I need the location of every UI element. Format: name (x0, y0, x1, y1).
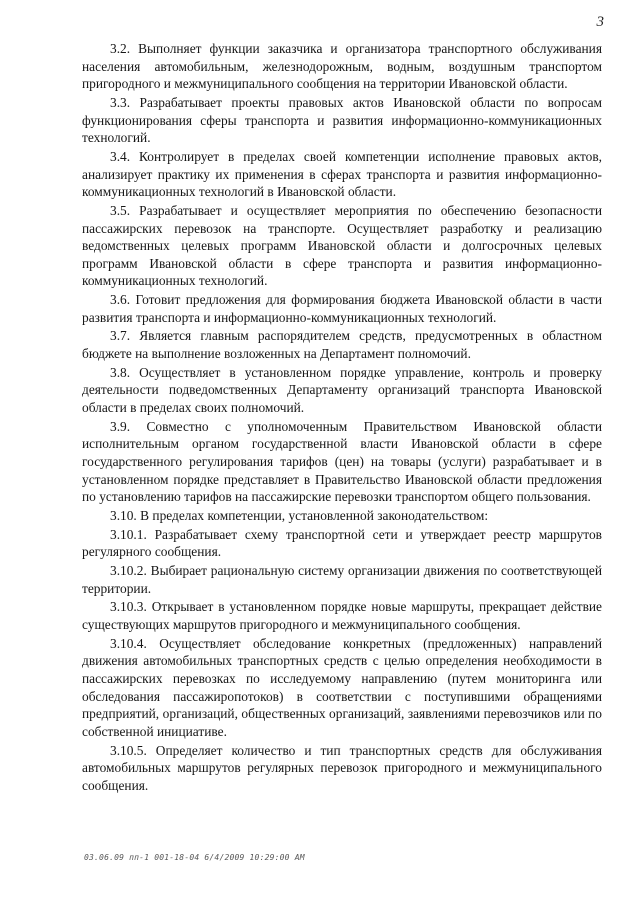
paragraph-3-5: 3.5. Разрабатывает и осуществляет мероприятия по обеспечению безопасности пассажирских перевозок на транспорте. Осуществляет разработку и реализацию ведомственных целевых программ Ивановской области и долгосрочных целевых программ Ивановской области в сфере транспорта и развития информационно-коммуникационных технологий. (82, 202, 602, 289)
paragraph-3-10-4: 3.10.4. Осуществляет обследование конкретных (предложенных) направлений движения автомобильных транспортных средств с целью определения необходимости в пассажирских перевозках по исследуемому направлению (путем мониторинга или обследования пассажиропотоков) в соответствии с поступившими обращениями предприятий, организаций, общественных организаций, заявлениями перевозчиков или по собственной инициативе. (82, 635, 602, 739)
paragraph-3-4: 3.4. Контролирует в пределах своей компетенции исполнение правовых актов, анализирует практику их применения в сферах транспорта и развития информационно-коммуникационных технологий в Ивановской области. (82, 148, 602, 200)
paragraph-3-6: 3.6. Готовит предложения для формирования бюджета Ивановской области в части развития транспорта и информационно-коммуникационных технологий. (82, 292, 602, 325)
paragraph-3-10-2: 3.10.2. Выбирает рациональную систему организации движения по соответствующей территории. (82, 563, 602, 596)
document-footer-stamp: 03.06.09 пп-1 001-18-04 6/4/2009 10:29:00 AM (84, 853, 305, 862)
paragraph-3-9: 3.9. Совместно с уполномоченным Правительством Ивановской области исполнительным органом государственной власти Ивановской области в сфере государственного регулирования тарифов (цен) на товары (услуги) разрабатывает и в установленном порядке представляет в Правительство Ивановской области предложения по установлению тарифов на пассажирские перевозки транспортом общего пользования. (82, 418, 602, 505)
page-number: 3 (596, 14, 604, 30)
paragraph-3-10: 3.10. В пределах компетенции, установленной законодательством: (110, 507, 489, 523)
paragraph-3-10-1: 3.10.1. Разрабатывает схему транспортной сети и утверждает реестр маршрутов регулярного сообщения. (82, 526, 602, 560)
document-body (82, 40, 602, 796)
paragraph-3-8: 3.8. Осуществляет в установленном порядке управление, контроль и проверку деятельности подведомственных Департаменту организаций транспорта Ивановской области в пределах своих полномочий. (82, 364, 602, 415)
paragraph-3-10-5: 3.10.5. Определяет количество и тип транспортных средств для обслуживания автомобильных маршрутов регулярных перевозок пригородного и межмуниципального сообщения. (82, 742, 602, 793)
paragraph-3-3: 3.3. Разрабатывает проекты правовых актов Ивановской области по вопросам функционирования сферы транспорта и развития информационно-коммуникационных технологий. (82, 94, 602, 146)
paragraph-3-2: 3.2. Выполняет функции заказчика и организатора транспортного обслуживания населения автомобильным, железнодорожным, водным, воздушным транспортом пригородного и межмуниципального сообщения на территории Ивановской области. (82, 41, 602, 92)
paragraph-3-10-3: 3.10.3. Открывает в установленном порядке новые маршруты, прекращает действие существующих маршрутов пригородного и межмуниципального сообщения. (82, 599, 602, 633)
paragraph-3-7: 3.7. Является главным распорядителем средств, предусмотренных в областном бюджете на выполнение возложенных на Департамент полномочий. (82, 328, 602, 362)
